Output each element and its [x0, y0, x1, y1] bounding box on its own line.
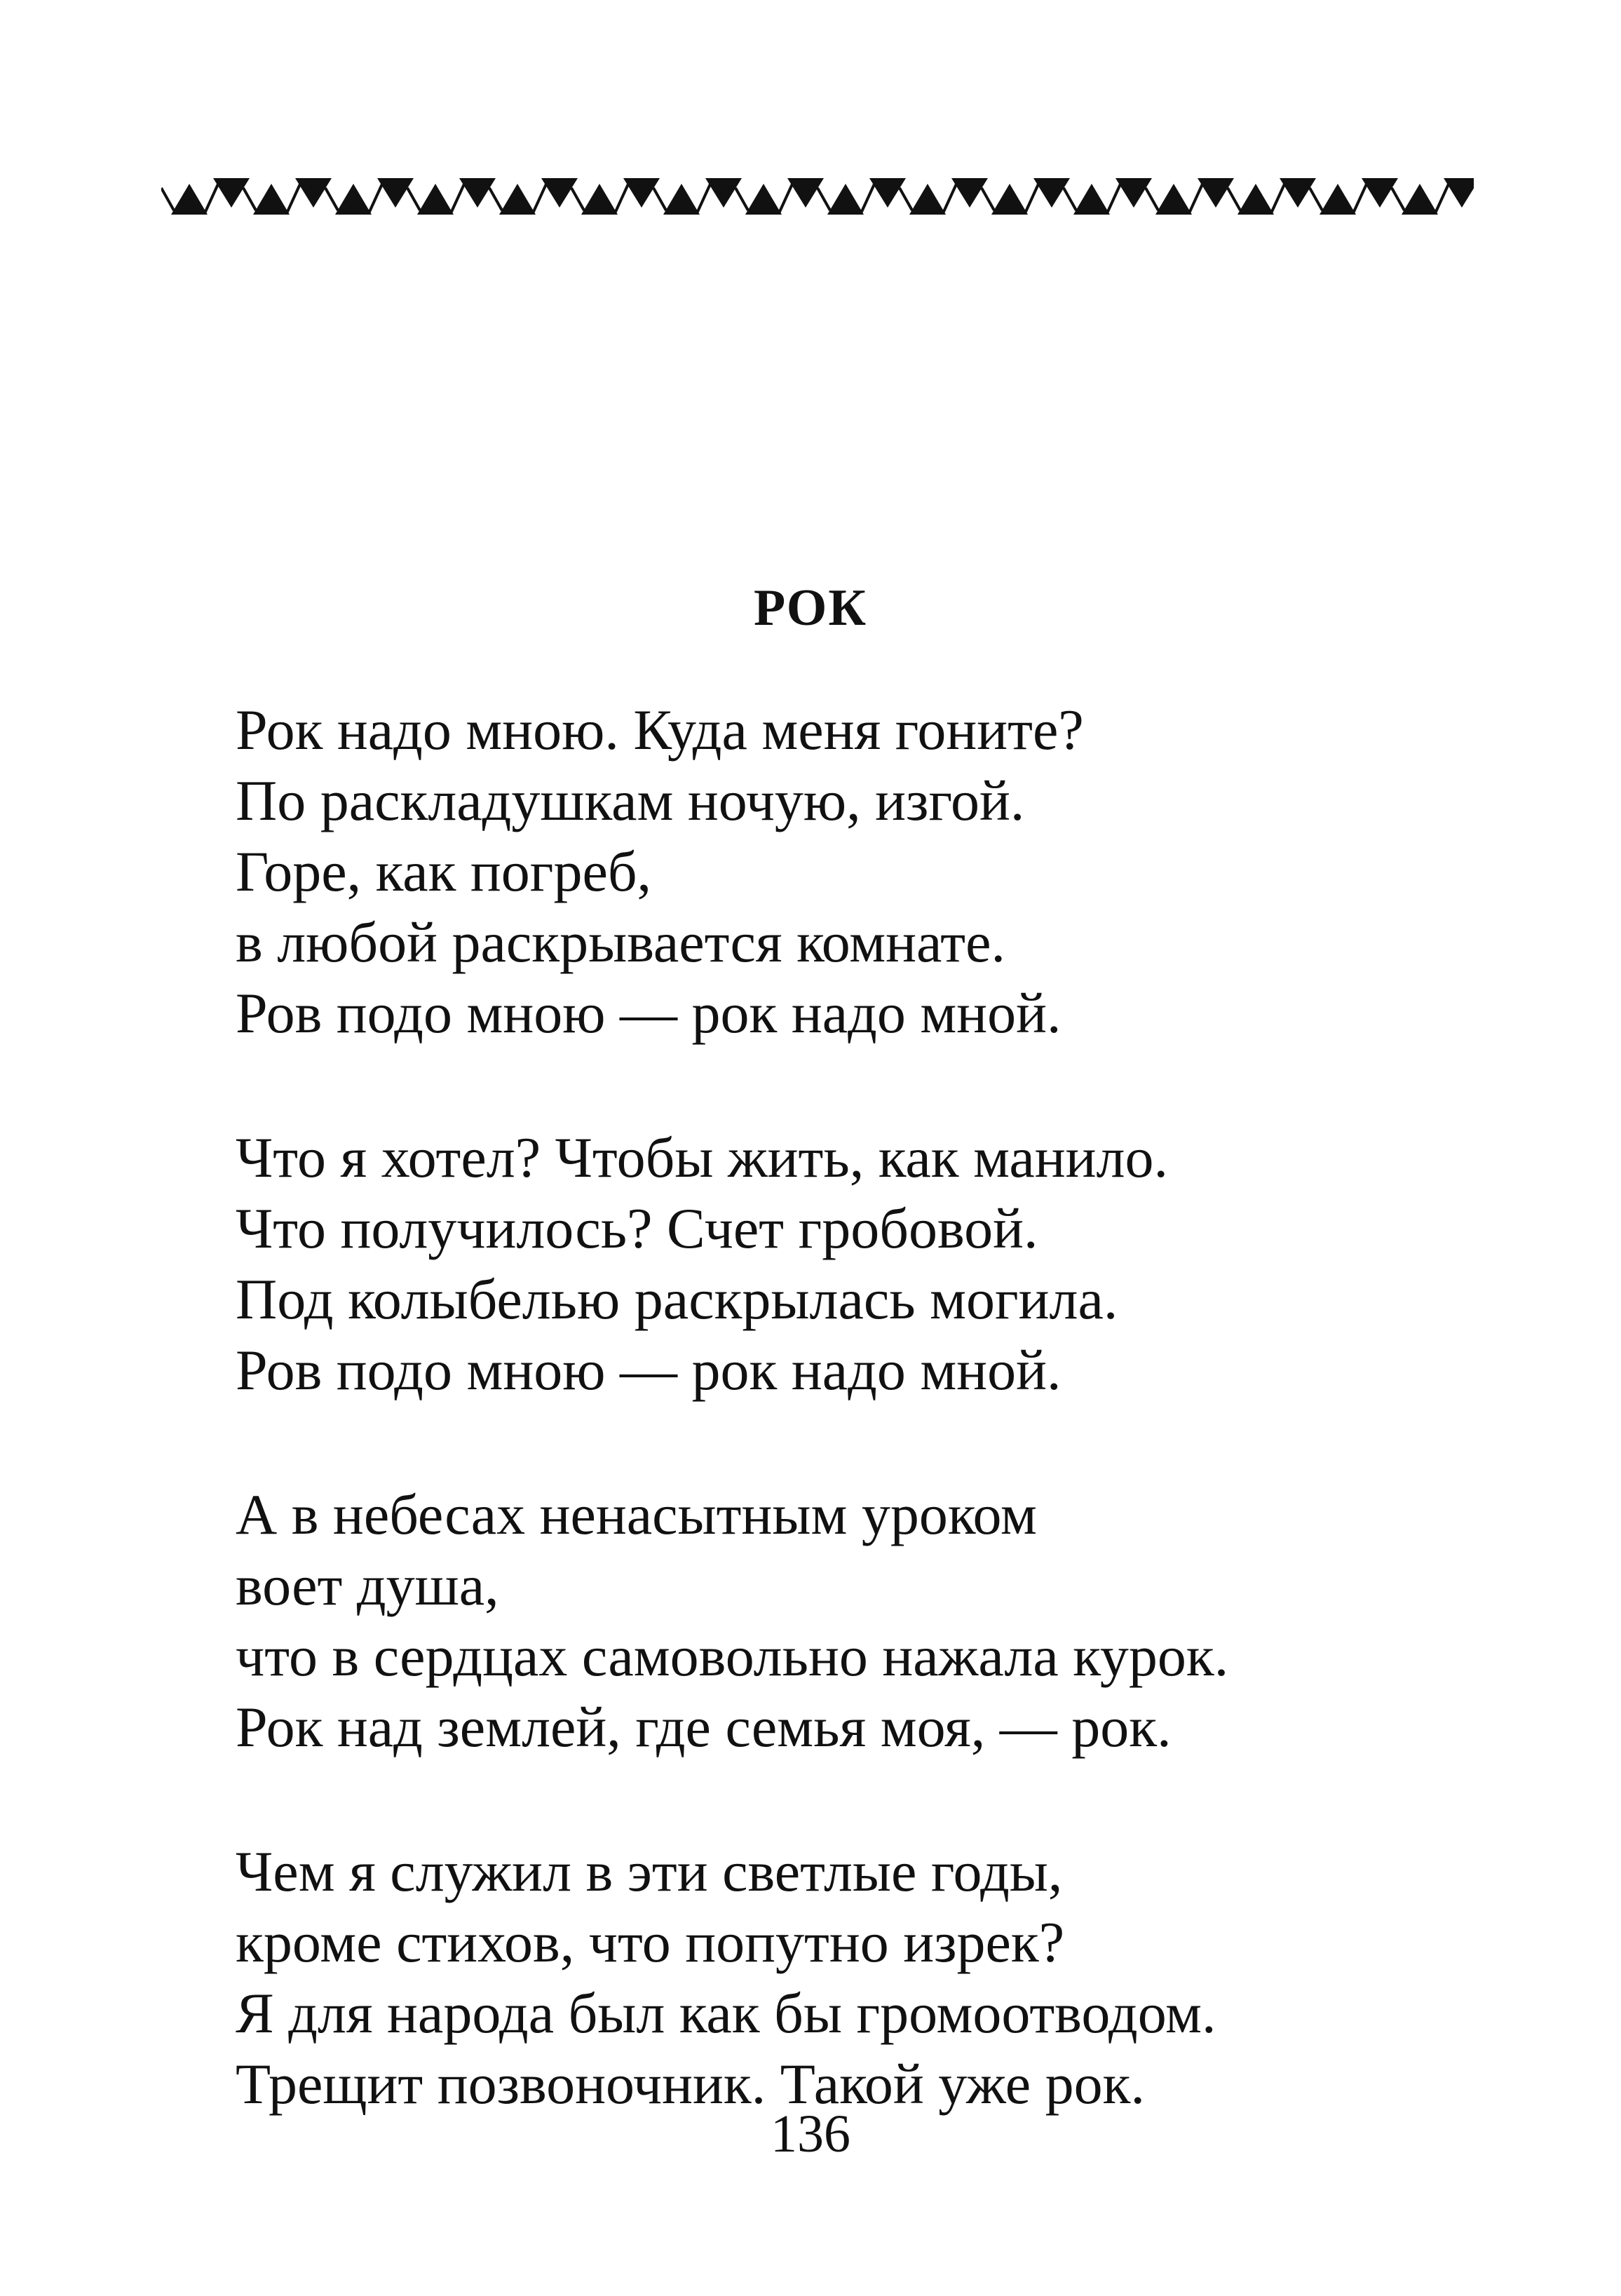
ornament-triangle-down — [1033, 178, 1070, 208]
ornament-triangle-down — [377, 178, 414, 208]
poem-line: По раскладушкам ночую, изгой. — [236, 769, 1025, 832]
ornament-triangle-up — [663, 184, 700, 215]
ornament-triangle-up — [1237, 184, 1274, 215]
poem-title: РОК — [754, 579, 867, 637]
ornament-triangle-down — [1444, 178, 1474, 208]
ornament-triangle-up — [827, 184, 864, 215]
poem-line: Я для народа был как бы громоотводом. — [236, 1981, 1216, 2045]
ornament-triangle-down — [623, 178, 660, 208]
ornament-stroke — [571, 188, 584, 210]
poem-line: что в сердцах самовольно нажала курок. — [236, 1624, 1229, 1688]
poem-line: Под колыбелью раскрылась могила. — [236, 1267, 1118, 1331]
ornament-triangle-up — [1402, 184, 1438, 215]
ornament-triangle-up — [1155, 184, 1192, 215]
ornament-stroke — [407, 188, 420, 210]
poem-line: Горе, как погреб, — [236, 839, 652, 903]
poem-line: А в небесах ненасытным уроком — [236, 1483, 1037, 1546]
ornament-triangle-down — [951, 178, 988, 208]
ornament-triangle-up — [417, 184, 454, 215]
zigzag-triangle-border-icon — [161, 174, 1474, 220]
ornament-stroke — [1310, 188, 1322, 210]
poem-body — [236, 694, 1568, 2193]
ornament-stroke — [489, 188, 502, 210]
ornament-triangle-down — [213, 178, 250, 208]
ornament-stroke — [161, 188, 174, 210]
ornament-triangle-down — [541, 178, 578, 208]
stanza-3 — [236, 1479, 1568, 1762]
poem-line: воет душа, — [236, 1553, 499, 1617]
ornament-triangle-down — [1362, 178, 1398, 208]
ornament-triangle-down — [459, 178, 496, 208]
poem-line: Что получилось? Счет гробовой. — [236, 1196, 1038, 1260]
ornament-triangle-up — [253, 184, 290, 215]
poem-line: Что я хотел? Чтобы жить, как манило. — [236, 1126, 1168, 1189]
stanza-4 — [236, 1836, 1568, 2119]
ornament-triangle-up — [1320, 184, 1356, 215]
ornament-stroke — [1146, 188, 1158, 210]
ornament-triangle-down — [705, 178, 742, 208]
ornament-stroke — [243, 188, 256, 210]
ornament-triangle-down — [295, 178, 332, 208]
poem-line: Рок надо мною. Куда меня гоните? — [236, 698, 1084, 762]
ornament-stroke — [1064, 188, 1076, 210]
ornament-triangle-up — [909, 184, 946, 215]
ornament-triangle-up — [581, 184, 618, 215]
poem-line: Чем я служил в эти светлые годы, — [236, 1839, 1063, 1903]
poem-line: Трещит позвоночник. Такой уже рок. — [236, 2052, 1145, 2116]
ornament-triangle-up — [1073, 184, 1110, 215]
ornament-triangle-up — [171, 184, 208, 215]
ornament-stroke — [900, 188, 912, 210]
ornament-stroke — [982, 188, 994, 210]
ornament-stroke — [818, 188, 830, 210]
poem-line: Рок над землей, где семья моя, — рок. — [236, 1695, 1172, 1759]
ornament-stroke — [1228, 188, 1240, 210]
stanza-2 — [236, 1122, 1568, 1405]
ornament-stroke — [1392, 188, 1404, 210]
ornament-triangle-down — [1280, 178, 1316, 208]
poem-line: кроме стихов, что попутно изрек? — [236, 1910, 1065, 1974]
ornament-triangle-down — [787, 178, 824, 208]
ornament-stroke — [325, 188, 338, 210]
poem-line: в любой раскрывается комнате. — [236, 910, 1005, 974]
ornament-triangle-up — [499, 184, 536, 215]
ornament-triangle-up — [335, 184, 372, 215]
ornament-triangle-down — [1198, 178, 1234, 208]
ornament-triangle-up — [745, 184, 782, 215]
ornament-triangle-up — [991, 184, 1028, 215]
ornament-stroke — [653, 188, 666, 210]
stanza-1 — [236, 694, 1568, 1048]
poem-line: Ров подо мною — рок надо мной. — [236, 981, 1062, 1045]
ornament-triangle-down — [869, 178, 906, 208]
poem-line: Ров подо мною — рок надо мной. — [236, 1338, 1062, 1402]
ornament-stroke — [735, 188, 748, 210]
page-number: 136 — [771, 2105, 850, 2163]
ornament-triangle-down — [1115, 178, 1152, 208]
